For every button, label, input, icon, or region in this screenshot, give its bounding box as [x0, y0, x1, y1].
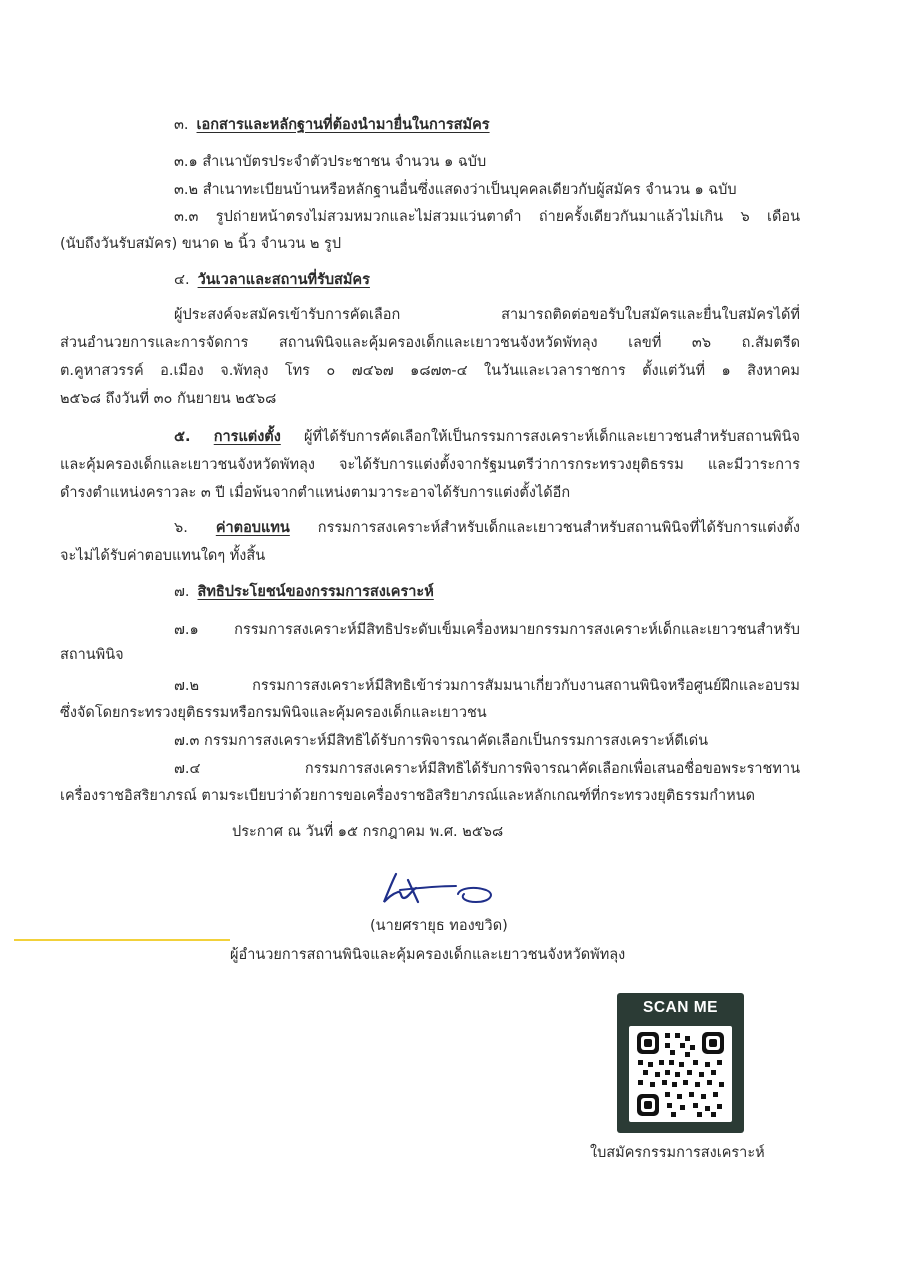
section-number: ๓. [174, 117, 189, 133]
section-4-line-4: ๒๕๖๘ ถึงวันที่ ๓๐ กันยายน ๒๕๖๘ [60, 391, 277, 407]
item-7-3: ๗.๓ กรรมการสงเคราะห์มีสิทธิได้รับการพิจารณาคัดเลือกเป็นกรรมการสงเคราะห์ดีเด่น [174, 733, 709, 749]
section-number: ๗. [174, 584, 190, 600]
qr-code-card[interactable] [617, 993, 744, 1133]
section-6-line-1-text: กรรมการสงเคราะห์สำหรับเด็กและเยาวชนสำหรับสถานพินิจที่ได้รับการแต่งตั้ง [317, 520, 800, 536]
item-7-1: ๗.๑ กรรมการสงเคราะห์มีสิทธิประดับเข็มเครื่องหมายกรรมการสงเคราะห์เด็กและเยาวชนสำหรับ [174, 622, 800, 638]
signer-title: ผู้อำนวยการสถานพินิจและคุ้มครองเด็กและเยาวชนจังหวัดพัทลุง [230, 947, 626, 963]
section-5-line-2: และคุ้มครองเด็กและเยาวชนจังหวัดพัทลุง จะได้รับการแต่งตั้งจากรัฐมนตรีว่าการกระทรวงยุติธรรม และมีวาระการ [60, 457, 800, 473]
announcement-date: ประกาศ ณ วันที่ ๑๕ กรกฎาคม พ.ศ. ๒๕๖๘ [232, 824, 504, 840]
section-title: การแต่งตั้ง [213, 429, 281, 445]
item-3-1: ๓.๑ สำเนาบัตรประจำตัวประชาชน จำนวน ๑ ฉบับ [174, 154, 487, 170]
section-5-line-3: ดำรงตำแหน่งคราวละ ๓ ปี เมื่อพ้นจากตำแหน่งตามวาระอาจได้รับการแต่งตั้งได้อีก [60, 485, 571, 501]
highlight-line [14, 939, 230, 941]
section-title: เอกสารและหลักฐานที่ต้องนำมายื่นในการสมัคร [196, 117, 490, 133]
signer-name: (นายศรายุธ ทองขวิด) [370, 918, 508, 934]
item-7-4-cont: เครื่องราชอิสริยาภรณ์ ตามระเบียบว่าด้วยการขอเครื่องราชอิสริยาภรณ์และหลักเกณฑ์ที่กระทรวงยุติธรรมกำหนด [60, 788, 756, 804]
item-3-3-cont: (นับถึงวันรับสมัคร) ขนาด ๒ นิ้ว จำนวน ๒ รูป [60, 236, 342, 252]
signature-image [378, 868, 508, 908]
section-5-line-1-text: ผู้ที่ได้รับการคัดเลือกให้เป็นกรรมการสงเคราะห์เด็กและเยาวชนสำหรับสถานพินิจ [304, 429, 801, 445]
section-3-heading [174, 115, 490, 135]
section-4-line-1: ผู้ประสงค์จะสมัครเข้ารับการคัดเลือก สามารถติดต่อขอรับใบสมัครและยื่นใบสมัครได้ที่ [174, 307, 800, 323]
item-3-3: ๓.๓ รูปถ่ายหน้าตรงไม่สวมหมวกและไม่สวมแว่นตาดำ ถ่ายครั้งเดียวกันมาแล้วไม่เกิน ๖ เดือน [174, 209, 800, 225]
section-number: ๕. [174, 429, 191, 445]
item-7-4: ๗.๔ กรรมการสงเคราะห์มีสิทธิได้รับการพิจารณาคัดเลือกเพื่อเสนอชื่อขอพระราชทาน [174, 761, 800, 777]
section-6-line-2: จะไม่ได้รับค่าตอบแทนใดๆ ทั้งสิ้น [60, 548, 266, 564]
section-4-heading [174, 270, 370, 290]
section-title: สิทธิประโยชน์ของกรรมการสงเคราะห์ [197, 584, 434, 600]
section-title: ค่าตอบแทน [215, 520, 290, 536]
qr-caption: ใบสมัครกรรมการสงเคราะห์ [590, 1145, 765, 1161]
qr-code[interactable] [629, 1026, 732, 1122]
section-number: ๔. [174, 272, 190, 288]
qr-code-icon [635, 1030, 726, 1118]
item-7-1-cont: สถานพินิจ [60, 647, 124, 663]
item-3-2: ๓.๒ สำเนาทะเบียนบ้านหรือหลักฐานอื่นซึ่งแสดงว่าเป็นบุคคลเดียวกับผู้สมัคร จำนวน ๑ ฉบับ [174, 182, 737, 198]
item-7-2-cont: ซึ่งจัดโดยกระทรวงยุติธรรมหรือกรมพินิจและคุ้มครองเด็กและเยาวชน [60, 705, 487, 721]
scan-me-label: SCAN ME [643, 999, 718, 1016]
section-5-line-1 [174, 427, 800, 447]
section-number: ๖. [174, 520, 188, 536]
section-title: วันเวลาและสถานที่รับสมัคร [197, 272, 370, 288]
section-7-heading [174, 582, 434, 602]
section-4-line-2: ส่วนอำนวยการและการจัดการ สถานพินิจและคุ้มครองเด็กและเยาวชนจังหวัดพัทลุง เลขที่ ๓๖ ถ.สัมตรีด [60, 335, 800, 351]
section-4-line-3: ต.คูหาสวรรค์ อ.เมือง จ.พัทลุง โทร ๐ ๗๔๖๗ ๑๘๗๓-๔ ในวันและเวลาราชการ ตั้งแต่วันที่ ๑ สิงหาคม [60, 363, 800, 379]
section-6-line-1 [174, 518, 800, 538]
item-7-2: ๗.๒ กรรมการสงเคราะห์มีสิทธิเข้าร่วมการสัมมนาเกี่ยวกับงานสถานพินิจหรือศูนย์ฝึกและอบรม [174, 678, 800, 694]
